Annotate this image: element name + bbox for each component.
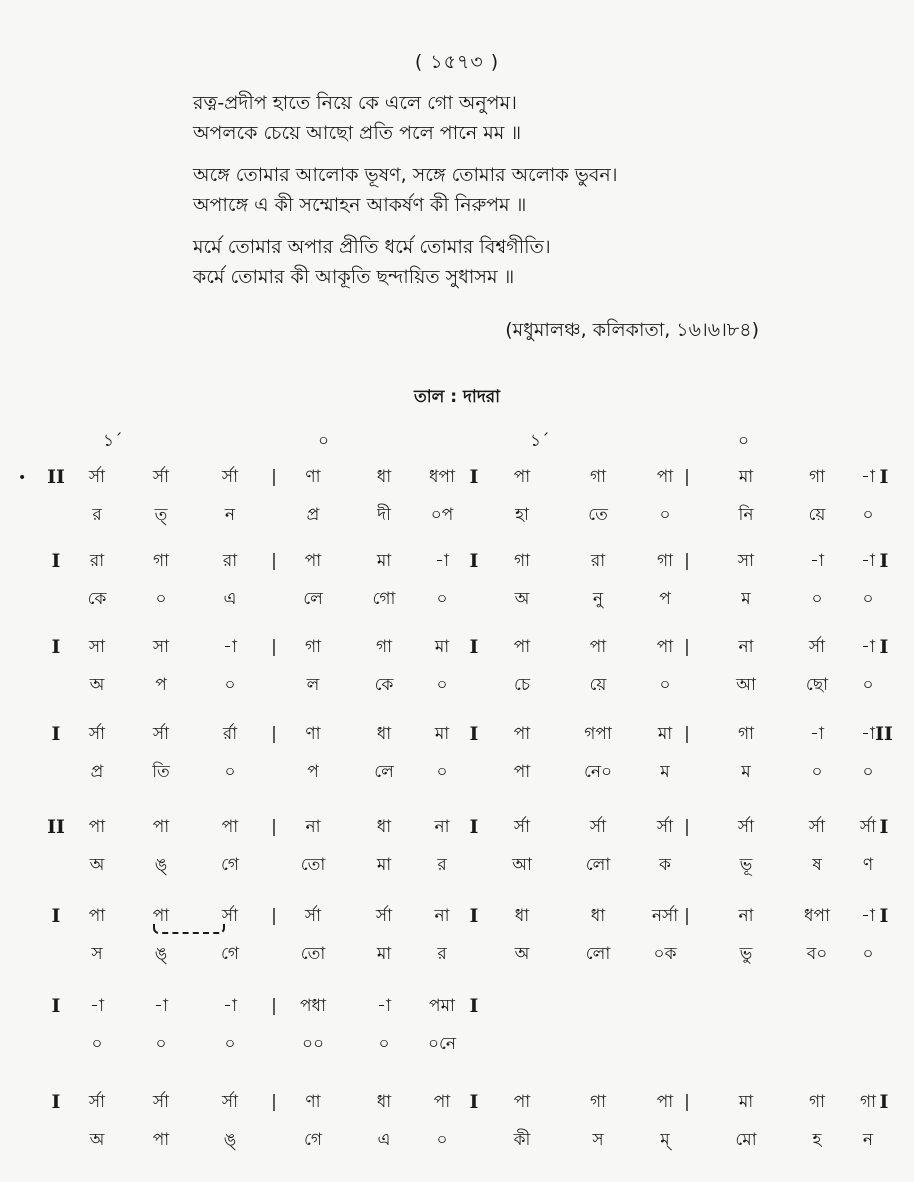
swara-note: গা xyxy=(513,551,531,571)
lyric-syllable: তো xyxy=(300,855,326,875)
lyric-syllable: এ xyxy=(377,1130,391,1150)
beat-divider: | xyxy=(684,467,690,487)
swara-note: গা xyxy=(859,1092,877,1112)
beat-divider: | xyxy=(271,906,277,926)
lyric-syllable: অ xyxy=(514,589,530,609)
lyric-line: অপলকে চেয়ে আছো প্রতি পলে পানে মম ॥ xyxy=(193,122,522,144)
lyric-syllable: প xyxy=(155,675,167,695)
song-lyrics xyxy=(193,88,793,292)
lyric-syllable: অ xyxy=(89,1130,105,1150)
swara-note: না xyxy=(738,637,754,657)
lyric-syllable: ০ xyxy=(811,589,823,609)
lyric-syllable: ত্ xyxy=(154,505,168,525)
lyric-syllable: র xyxy=(437,855,447,875)
barline: I xyxy=(51,550,61,572)
swara-note: র্সা xyxy=(589,817,607,837)
swara-note: -া xyxy=(154,996,168,1016)
swara-note: র্সা xyxy=(808,637,826,657)
lyric-syllable: প্র xyxy=(90,762,104,782)
swara-note: পা xyxy=(513,724,531,744)
lyric-syllable: ০ xyxy=(224,1034,236,1054)
barline: I xyxy=(51,1091,61,1113)
swara-note: গা xyxy=(808,467,826,487)
lyric-syllable: ০০ xyxy=(301,1034,325,1054)
swara-note: -া xyxy=(223,637,237,657)
lyric-syllable: ০ xyxy=(436,762,448,782)
swara-note: র্সা xyxy=(656,817,674,837)
swara-note: -া xyxy=(861,906,875,926)
lyric-syllable: ম xyxy=(741,762,751,782)
beat-divider: | xyxy=(684,906,690,926)
swara-note: ধা xyxy=(514,906,530,926)
section-barline: II xyxy=(47,816,65,838)
lyric-syllable: ল xyxy=(306,675,320,695)
swara-note: ধা xyxy=(376,467,392,487)
lyric-syllable: প্র xyxy=(306,505,320,525)
barline: I xyxy=(469,995,479,1017)
swara-note: র্সা xyxy=(221,1092,239,1112)
lyric-syllable: ০ xyxy=(436,589,448,609)
lyric-syllable: নু xyxy=(592,589,604,609)
lyric-syllable: ০নে xyxy=(427,1034,457,1054)
beat-divider: | xyxy=(684,817,690,837)
lyric-syllable: ষ xyxy=(812,855,822,875)
lyric-syllable: ০ xyxy=(155,1034,167,1054)
beat-divider: | xyxy=(271,637,277,657)
swara-note: র্সা xyxy=(375,906,393,926)
swara-note: র্সা xyxy=(88,1092,106,1112)
lyric-syllable: ০ xyxy=(659,505,671,525)
lyric-line: রত্ন-প্রদীপ হাতে নিয়ে কে এলে গো অনুপম। xyxy=(193,92,517,114)
swara-note: -া xyxy=(861,637,875,657)
barline: I xyxy=(469,466,479,488)
lyric-syllable: ০ xyxy=(436,1130,448,1150)
lyric-syllable: ০ xyxy=(811,762,823,782)
swara-note: রা xyxy=(89,551,105,571)
beat-divider: | xyxy=(271,996,277,1016)
barline: I xyxy=(469,636,479,658)
lyric-syllable: পা xyxy=(513,762,531,782)
lyric-syllable: ০ xyxy=(378,1034,390,1054)
swara-note: পা xyxy=(88,906,106,926)
lyric-syllable: ০ xyxy=(224,675,236,695)
swara-note: পা xyxy=(433,1092,451,1112)
barline: I xyxy=(469,905,479,927)
lyric-syllable: ০ xyxy=(862,762,874,782)
lyric-syllable: ঙ্ xyxy=(223,1130,237,1150)
swara-note: পা xyxy=(513,1092,531,1112)
lyric-syllable: ০ xyxy=(862,944,874,964)
lyric-syllable: কে xyxy=(87,589,107,609)
beat-divider: | xyxy=(684,1092,690,1112)
beat-divider: | xyxy=(271,1092,277,1112)
beat-mark: ১´ xyxy=(103,431,123,451)
swara-note: -া xyxy=(377,996,391,1016)
lyric-syllable: মা xyxy=(376,944,392,964)
swara-note: র্সা xyxy=(859,817,877,837)
swara-note: পমা xyxy=(429,996,455,1016)
beat-divider: | xyxy=(271,817,277,837)
swara-note: ধা xyxy=(376,724,392,744)
swara-note: পা xyxy=(589,637,607,657)
lyric-syllable: অ xyxy=(89,675,105,695)
swara-note: গা xyxy=(304,637,322,657)
page-number: ( ১৫৭৩ ) xyxy=(414,51,500,73)
lyric-line: অঙ্গে তোমার আলোক ভূষণ, সঙ্গে তোমার অলোক ভুবন। xyxy=(193,164,618,186)
barline: I xyxy=(51,995,61,1017)
swara-note: গা xyxy=(589,467,607,487)
swara-note: ধা xyxy=(590,906,606,926)
lyric-syllable: গো xyxy=(372,589,396,609)
swara-note: র্সা xyxy=(221,906,239,926)
lyric-syllable: প xyxy=(659,589,671,609)
swara-note: -া xyxy=(861,467,875,487)
lyric-syllable: চে xyxy=(513,675,531,695)
swara-note: পা xyxy=(656,1092,674,1112)
lyric-syllable: ০ xyxy=(155,589,167,609)
lyric-syllable: লে xyxy=(374,762,394,782)
lyric-syllable: তো xyxy=(300,944,326,964)
swara-note: পধা xyxy=(300,996,326,1016)
lyric-syllable: হ xyxy=(812,1130,822,1150)
swara-note: -া xyxy=(861,551,875,571)
lyric-syllable: য়ে xyxy=(808,505,826,525)
swara-note: পা xyxy=(656,637,674,657)
lyric-line: অপাঙ্গে এ কী সম্মোহন আকর্ষণ কী নিরুপম ॥ xyxy=(193,194,527,216)
swara-note: -া xyxy=(223,996,237,1016)
swara-note: র্রা xyxy=(222,724,238,744)
swara-note: মা xyxy=(738,1092,754,1112)
swara-note: ধা xyxy=(376,817,392,837)
lyric-syllable: তি xyxy=(152,762,170,782)
swara-note: না xyxy=(738,906,754,926)
swara-note: গা xyxy=(656,551,674,571)
lyric-syllable: ০ xyxy=(862,589,874,609)
lyric-syllable: ঙ্ xyxy=(154,855,168,875)
lyric-line: কর্মে তোমার কী আকূতি ছন্দায়িত সুধাসম ॥ xyxy=(193,266,515,288)
lyric-syllable: কে xyxy=(374,675,394,695)
barline: I xyxy=(879,1091,889,1113)
lyric-syllable: লো xyxy=(585,855,611,875)
swara-note: পা xyxy=(152,906,170,926)
lyric-syllable: র xyxy=(92,505,102,525)
margin-dot: • xyxy=(18,470,27,486)
swara-note: পা xyxy=(304,551,322,571)
swara-note: মা xyxy=(434,637,450,657)
beat-divider: | xyxy=(271,724,277,744)
lyric-syllable: মা xyxy=(376,855,392,875)
swara-note: -া xyxy=(861,724,875,744)
swara-note: র্সা xyxy=(152,467,170,487)
lyric-syllable: এ xyxy=(223,589,237,609)
swara-note: -া xyxy=(90,996,104,1016)
lyric-syllable: স xyxy=(592,1130,604,1150)
swara-note: ধপা xyxy=(429,467,455,487)
swara-note: রা xyxy=(222,551,238,571)
lyric-syllable: কী xyxy=(513,1130,531,1150)
slur-mark xyxy=(153,924,225,934)
swara-note: মা xyxy=(738,467,754,487)
lyric-syllable: দী xyxy=(377,505,391,525)
swara-note: পা xyxy=(656,467,674,487)
swara-note: পা xyxy=(513,467,531,487)
lyric-syllable: ণ xyxy=(862,855,874,875)
barline: I xyxy=(879,905,889,927)
swara-note: গা xyxy=(737,724,755,744)
swara-note: পা xyxy=(221,817,239,837)
beat-divider: | xyxy=(271,551,277,571)
swara-note: পা xyxy=(152,817,170,837)
swara-note: সা xyxy=(737,551,755,571)
lyric-syllable: ন xyxy=(862,1130,874,1150)
beat-divider: | xyxy=(684,551,690,571)
swara-note: গা xyxy=(375,637,393,657)
lyric-syllable: অ xyxy=(89,855,105,875)
lyric-syllable: ০ xyxy=(862,675,874,695)
swara-note: র্সা xyxy=(808,817,826,837)
barline: I xyxy=(51,723,61,745)
swara-note: -া xyxy=(435,551,449,571)
swara-note: নর্সা xyxy=(651,906,679,926)
lyric-syllable: লো xyxy=(585,944,611,964)
swara-note: র্সা xyxy=(88,724,106,744)
swara-note: র্সা xyxy=(221,467,239,487)
swara-note: গা xyxy=(589,1092,607,1112)
lyric-syllable: ক xyxy=(659,855,671,875)
swara-note: মা xyxy=(376,551,392,571)
barline: I xyxy=(469,1091,479,1113)
barline: I xyxy=(469,550,479,572)
lyric-syllable: আ xyxy=(512,855,532,875)
lyric-syllable: তে xyxy=(588,505,608,525)
lyric-syllable: গে xyxy=(303,1130,323,1150)
swara-note: র্সা xyxy=(152,724,170,744)
barline: I xyxy=(51,905,61,927)
lyric-syllable: ০প xyxy=(430,505,454,525)
swara-note: সা xyxy=(152,637,170,657)
beat-divider: | xyxy=(271,467,277,487)
beat-divider: | xyxy=(684,637,690,657)
swara-note: র্সা xyxy=(513,817,531,837)
beat-mark: ০ xyxy=(318,431,330,451)
swara-note: রা xyxy=(590,551,606,571)
beat-mark: ০ xyxy=(738,431,750,451)
barline: I xyxy=(51,636,61,658)
lyric-syllable: প xyxy=(307,762,319,782)
lyric-syllable: ম xyxy=(660,762,670,782)
beat-mark: ১´ xyxy=(530,431,550,451)
lyric-syllable: ছো xyxy=(805,675,829,695)
swara-note: পা xyxy=(88,817,106,837)
source-citation: (মধুমালঞ্চ, কলিকাতা, ১৬।৬।৮৪) xyxy=(505,319,759,341)
swara-note: ণা xyxy=(305,724,321,744)
swara-note: ধা xyxy=(376,1092,392,1112)
lyric-syllable: ঙ্ xyxy=(154,944,168,964)
lyric-syllable: ভূ xyxy=(739,855,753,875)
lyric-syllable: নে০ xyxy=(583,762,613,782)
barline: I xyxy=(469,723,479,745)
lyric-syllable: ০ xyxy=(436,675,448,695)
lyric-syllable: পা xyxy=(152,1130,170,1150)
swara-note: গপা xyxy=(584,724,612,744)
swara-note: না xyxy=(434,906,450,926)
swara-note: র্সা xyxy=(737,817,755,837)
lyric-syllable: র xyxy=(437,944,447,964)
barline: I xyxy=(879,816,889,838)
swara-note: গা xyxy=(152,551,170,571)
tala-heading: তাল : দাদরা xyxy=(413,387,501,407)
section-barline: II xyxy=(47,466,65,488)
swara-note: না xyxy=(305,817,321,837)
lyric-syllable: ব০ xyxy=(806,944,828,964)
lyric-syllable: লে xyxy=(303,589,323,609)
barline: I xyxy=(879,550,889,572)
swara-note: ধপা xyxy=(804,906,830,926)
lyric-syllable: ০ xyxy=(224,762,236,782)
section-barline: II xyxy=(875,723,893,745)
lyric-syllable: অ xyxy=(514,944,530,964)
beat-divider: | xyxy=(684,724,690,744)
swara-note: র্সা xyxy=(304,906,322,926)
lyric-syllable: ০ xyxy=(862,505,874,525)
lyric-line: মর্মে তোমার অপার প্রীতি ধর্মে তোমার বিশ্বগীতি। xyxy=(193,236,551,258)
swara-note: না xyxy=(434,817,450,837)
swara-note: সা xyxy=(88,637,106,657)
swara-note: -া xyxy=(810,724,824,744)
swara-note: র্সা xyxy=(152,1092,170,1112)
lyric-syllable: ন xyxy=(224,505,236,525)
swara-note: মা xyxy=(657,724,673,744)
lyric-syllable: আ xyxy=(736,675,756,695)
swara-note: ণা xyxy=(305,1092,321,1112)
lyric-syllable: ম xyxy=(741,589,751,609)
lyric-syllable: নি xyxy=(738,505,754,525)
barline: I xyxy=(879,636,889,658)
lyric-syllable: ০ xyxy=(659,675,671,695)
swara-note: গা xyxy=(808,1092,826,1112)
lyric-syllable: গে xyxy=(220,944,240,964)
lyric-syllable: স xyxy=(91,944,103,964)
lyric-syllable: ০ক xyxy=(653,944,677,964)
barline: I xyxy=(469,816,479,838)
lyric-syllable: ম্ xyxy=(660,1130,670,1150)
swara-note: র্সা xyxy=(88,467,106,487)
lyric-syllable: য়ে xyxy=(589,675,607,695)
lyric-syllable: মো xyxy=(735,1130,757,1150)
lyric-syllable: গে xyxy=(220,855,240,875)
barline: I xyxy=(879,466,889,488)
swara-note: ণা xyxy=(305,467,321,487)
swara-note: -া xyxy=(810,551,824,571)
swara-note: মা xyxy=(434,724,450,744)
lyric-syllable: হা xyxy=(515,505,529,525)
swara-note: পা xyxy=(513,637,531,657)
lyric-syllable: ০ xyxy=(91,1034,103,1054)
lyric-syllable: ভু xyxy=(739,944,753,964)
